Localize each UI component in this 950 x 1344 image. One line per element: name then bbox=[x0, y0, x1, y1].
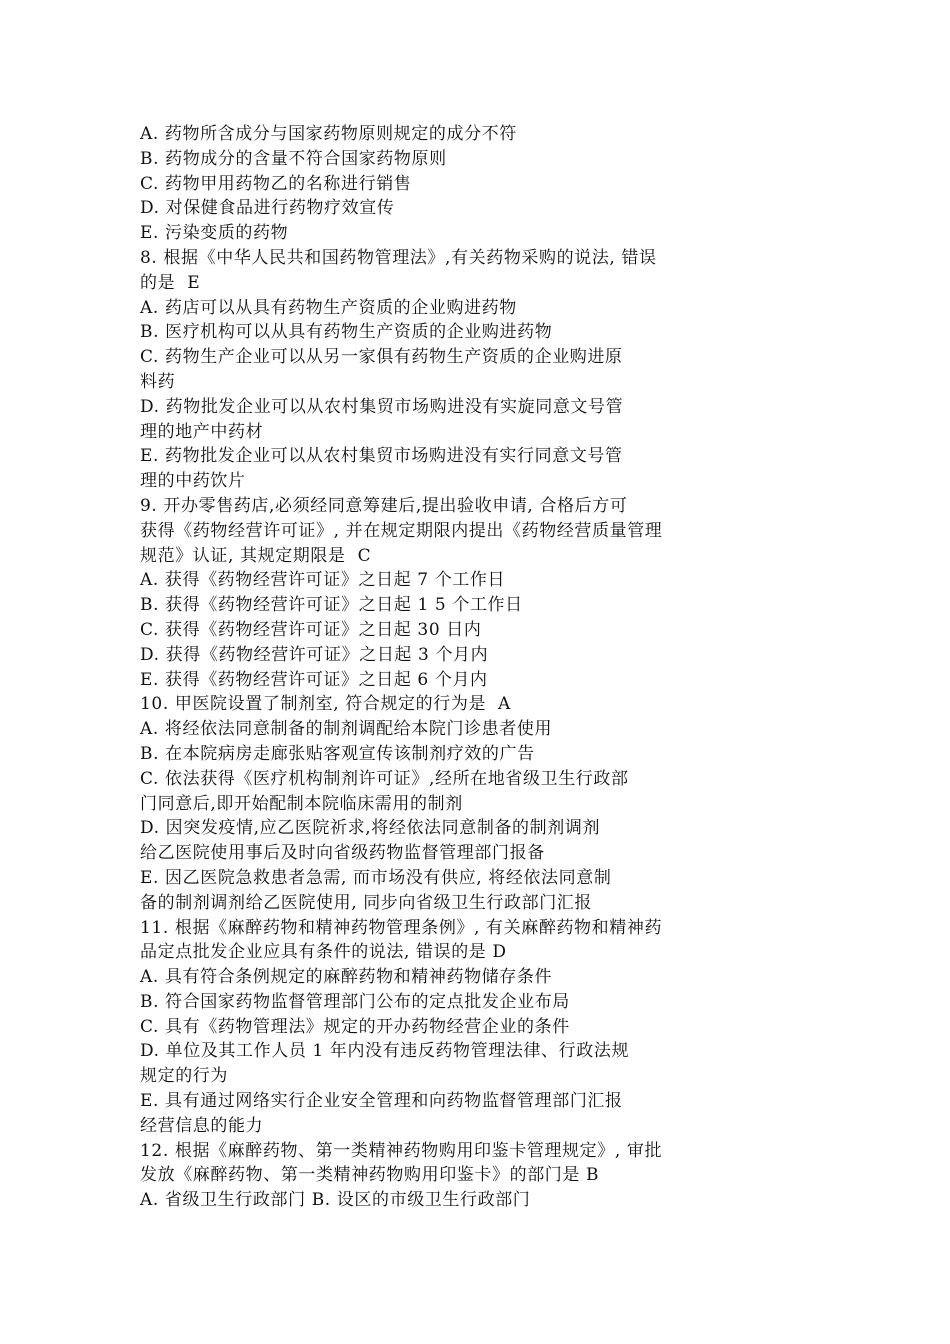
text-line: 理的地产中药材 bbox=[140, 421, 264, 442]
text-line: B. 获得《药物经营许可证》之日起 1 5 个工作日 bbox=[140, 595, 523, 616]
text-line: D. 因突发疫情,应乙医院祈求,将经依法同意制备的制剂调剂 bbox=[140, 818, 601, 839]
text-line: C. 依法获得《医疗机构制剂许可证》,经所在地省级卫生行政部 bbox=[140, 768, 629, 789]
text-line: E. 因乙医院急救患者急需, 而市场没有供应, 将经依法同意制 bbox=[140, 867, 612, 888]
text-line: 获得《药物经营许可证》, 并在规定期限内提出《药物经营质量管理 bbox=[140, 520, 663, 541]
text-line: A. 将经依法同意制备的制剂调配给本院门诊患者使用 bbox=[140, 719, 553, 740]
text-line: 料药 bbox=[140, 371, 176, 392]
text-line: 的是 E bbox=[140, 272, 201, 293]
document-page bbox=[140, 122, 740, 1213]
text-line: D. 单位及其工作人员 1 年内没有违反药物管理法律、行政法规 bbox=[140, 1041, 630, 1062]
text-line: A. 获得《药物经营许可证》之日起 7 个工作日 bbox=[140, 570, 506, 591]
text-line: C. 药物生产企业可以从另一家俱有药物生产资质的企业购进原 bbox=[140, 347, 623, 368]
text-line: E. 获得《药物经营许可证》之日起 6 个月内 bbox=[140, 669, 488, 690]
text-line: 发放《麻醉药物、第一类精神药物购用印鉴卡》的部门是 B bbox=[140, 1165, 600, 1186]
text-line: B. 符合国家药物监督管理部门公布的定点批发企业布局 bbox=[140, 991, 570, 1012]
question-10: 10. 甲医院设置了制剂室, 符合规定的行为是 A bbox=[140, 694, 511, 715]
text-line: 理的中药饮片 bbox=[140, 471, 246, 492]
text-line: A. 具有符合条例规定的麻醉药物和精神药物储存条件 bbox=[140, 967, 553, 988]
question-12: 12. 根据《麻醉药物、第一类精神药物购用印鉴卡管理规定》, 审批 bbox=[140, 1140, 663, 1161]
question-9: 9. 开办零售药店,必须经同意筹建后,提出验收申请, 合格后方可 bbox=[140, 495, 628, 516]
text-line: A. 省级卫生行政部门 B. 设区的市级卫生行政部门 bbox=[140, 1190, 531, 1211]
text-line: C. 具有《药物管理法》规定的开办药物经营企业的条件 bbox=[140, 1016, 570, 1037]
text-line: 规定的行为 bbox=[140, 1066, 228, 1087]
text-line: D. 获得《药物经营许可证》之日起 3 个月内 bbox=[140, 644, 489, 665]
text-line: D. 药物批发企业可以从农村集贸市场购进没有实旋同意文号管 bbox=[140, 396, 624, 417]
text-line: B. 在本院病房走廊张贴客观宣传该制剂疗效的广告 bbox=[140, 743, 535, 764]
text-line: 经营信息的能力 bbox=[140, 1115, 264, 1136]
question-11: 11. 根据《麻醉药物和精神药物管理条例》, 有关麻醉药物和精神药 bbox=[140, 917, 663, 938]
text-line: 备的制剂调剂给乙医院使用, 同步向省级卫生行政部门汇报 bbox=[140, 892, 593, 913]
text-line: C. 药物甲用药物乙的名称进行销售 bbox=[140, 173, 412, 194]
text-line: 门同意后,即开始配制本院临床需用的制剂 bbox=[140, 793, 463, 814]
text-line: E. 污染变质的药物 bbox=[140, 223, 289, 244]
text-line: 品定点批发企业应具有条件的说法, 错误的是 D bbox=[140, 942, 507, 963]
text-line: D. 对保健食品进行药物疗效宣传 bbox=[140, 198, 395, 219]
text-line: C. 获得《药物经营许可证》之日起 30 日内 bbox=[140, 619, 482, 640]
text-line: A. 药物所含成分与国家药物原则规定的成分不符 bbox=[140, 124, 517, 144]
question-8: 8. 根据《中华人民共和国药物管理法》,有关药物采购的说法, 错误 bbox=[140, 247, 657, 268]
text-line: 规范》认证, 其规定期限是 C bbox=[140, 545, 372, 566]
text-line: E. 具有通过网络实行企业安全管理和向药物监督管理部门汇报 bbox=[140, 1091, 623, 1112]
text-line: B. 药物成分的含量不符合国家药物原则 bbox=[140, 148, 447, 169]
text-line: B. 医疗机构可以从具有药物生产资质的企业购进药物 bbox=[140, 322, 553, 343]
text-line: E. 药物批发企业可以从农村集贸市场购进没有实行同意文号管 bbox=[140, 446, 623, 467]
text-line: 给乙医院使用事后及时向省级药物监督管理部门报备 bbox=[140, 843, 545, 864]
text-line: A. 药店可以从具有药物生产资质的企业购进药物 bbox=[140, 297, 517, 318]
